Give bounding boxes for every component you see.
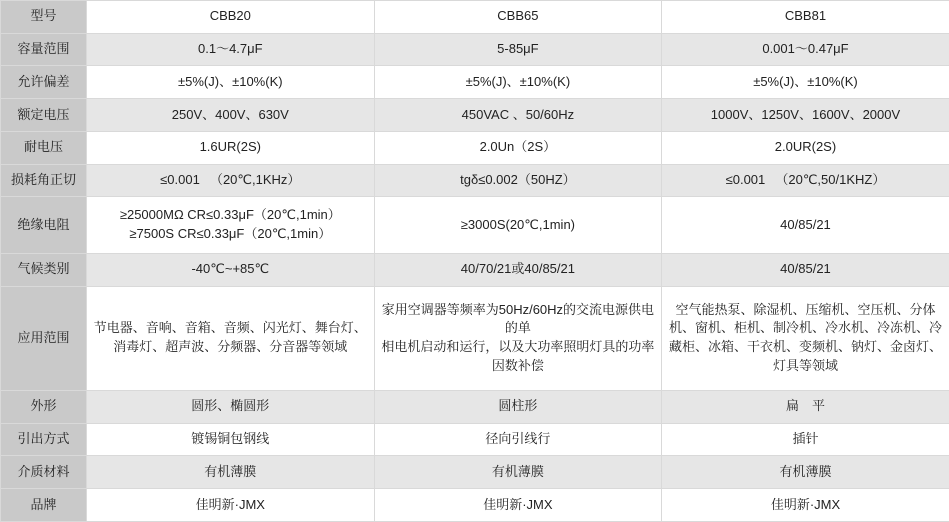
row-label: 介质材料: [1, 456, 87, 489]
row-label: 额定电压: [1, 99, 87, 132]
table-cell: [87, 197, 375, 254]
table-cell: 佳明新·JMX: [374, 489, 662, 522]
table-cell: ≤0.001 （20℃,50/1KHZ）: [662, 164, 949, 197]
table-cell: 40/85/21: [662, 253, 949, 286]
table-cell: 5-85μF: [374, 33, 662, 66]
table-cell: 扁 平: [662, 390, 949, 423]
table-row: [1, 286, 949, 390]
table-cell-line: 相电机启动和运行，以及大功率照明灯具的功率因数补偿: [381, 339, 655, 374]
table-cell-line: 家用空调器等频率为50Hz/60Hz的交流电源供电的单: [381, 301, 655, 336]
table-row: [1, 390, 949, 423]
row-label: 允许偏差: [1, 66, 87, 99]
row-label: 气候类别: [1, 253, 87, 286]
table-cell: ≤0.001 （20℃,1KHz）: [87, 164, 375, 197]
table-cell: 圆形、椭圆形: [87, 390, 375, 423]
row-label: 品牌: [1, 489, 87, 522]
table-cell: CBB20: [87, 1, 375, 34]
table-cell: ≥3000S(20℃,1min): [374, 197, 662, 254]
table-cell: 2.0UR(2S): [662, 131, 949, 164]
table-row: [1, 33, 949, 66]
row-label: 应用范围: [1, 286, 87, 390]
table-cell: ±5%(J)、±10%(K): [374, 66, 662, 99]
table-cell: 40/85/21: [662, 197, 949, 254]
table-row: [1, 456, 949, 489]
row-label: 绝缘电阻: [1, 197, 87, 254]
table-cell: -40℃~+85℃: [87, 253, 375, 286]
table-cell: 佳明新·JMX: [662, 489, 949, 522]
table-cell: 节电器、音响、音箱、音频、闪光灯、舞台灯、消毒灯、超声波、分频器、分音器等领域: [87, 286, 375, 390]
table-cell: 0.001～0.47μF: [662, 33, 949, 66]
table-cell: 有机薄膜: [374, 456, 662, 489]
row-label: 容量范围: [1, 33, 87, 66]
table-cell: 插针: [662, 423, 949, 456]
table-cell: 径向引线行: [374, 423, 662, 456]
table-cell: [374, 286, 662, 390]
table-cell-line: ≥25000MΩ CR≤0.33μF（20℃,1min）: [119, 207, 341, 223]
table-cell: 空气能热泵、除湿机、压缩机、空压机、分体机、窗机、柜机、制冷机、冷水机、冷冻机、冷藏柜、冰箱、干衣机、变频机、钠灯、金卤灯、灯具等领域: [662, 286, 949, 390]
table-row: [1, 197, 949, 254]
table-cell: 佳明新·JMX: [87, 489, 375, 522]
table-cell: 250V、400V、630V: [87, 99, 375, 132]
table-row: [1, 423, 949, 456]
table-cell: ±5%(J)、±10%(K): [662, 66, 949, 99]
table-cell: CBB65: [374, 1, 662, 34]
table-cell: 450VAC 、50/60Hz: [374, 99, 662, 132]
table-cell: 1000V、1250V、1600V、2000V: [662, 99, 949, 132]
spec-table-body: [1, 1, 949, 522]
row-label: 型号: [1, 1, 87, 34]
table-cell: ±5%(J)、±10%(K): [87, 66, 375, 99]
table-row: [1, 99, 949, 132]
table-cell: 2.0Un（2S）: [374, 131, 662, 164]
table-row: [1, 131, 949, 164]
table-row: [1, 1, 949, 34]
table-cell: 0.1～4.7μF: [87, 33, 375, 66]
row-label: 耐电压: [1, 131, 87, 164]
table-cell: 圆柱形: [374, 390, 662, 423]
table-cell: 有机薄膜: [662, 456, 949, 489]
table-cell: 40/70/21或40/85/21: [374, 253, 662, 286]
table-row: [1, 66, 949, 99]
table-cell: tgδ≤0.002（50HZ）: [374, 164, 662, 197]
row-label: 外形: [1, 390, 87, 423]
table-cell: 1.6UR(2S): [87, 131, 375, 164]
table-cell: CBB81: [662, 1, 949, 34]
table-row: [1, 164, 949, 197]
row-label: 损耗角正切: [1, 164, 87, 197]
table-row: [1, 253, 949, 286]
row-label: 引出方式: [1, 423, 87, 456]
table-row: [1, 489, 949, 522]
table-cell: 镀锡铜包钢线: [87, 423, 375, 456]
table-cell: 有机薄膜: [87, 456, 375, 489]
table-cell-line: ≥7500S CR≤0.33μF（20℃,1min）: [129, 226, 332, 242]
